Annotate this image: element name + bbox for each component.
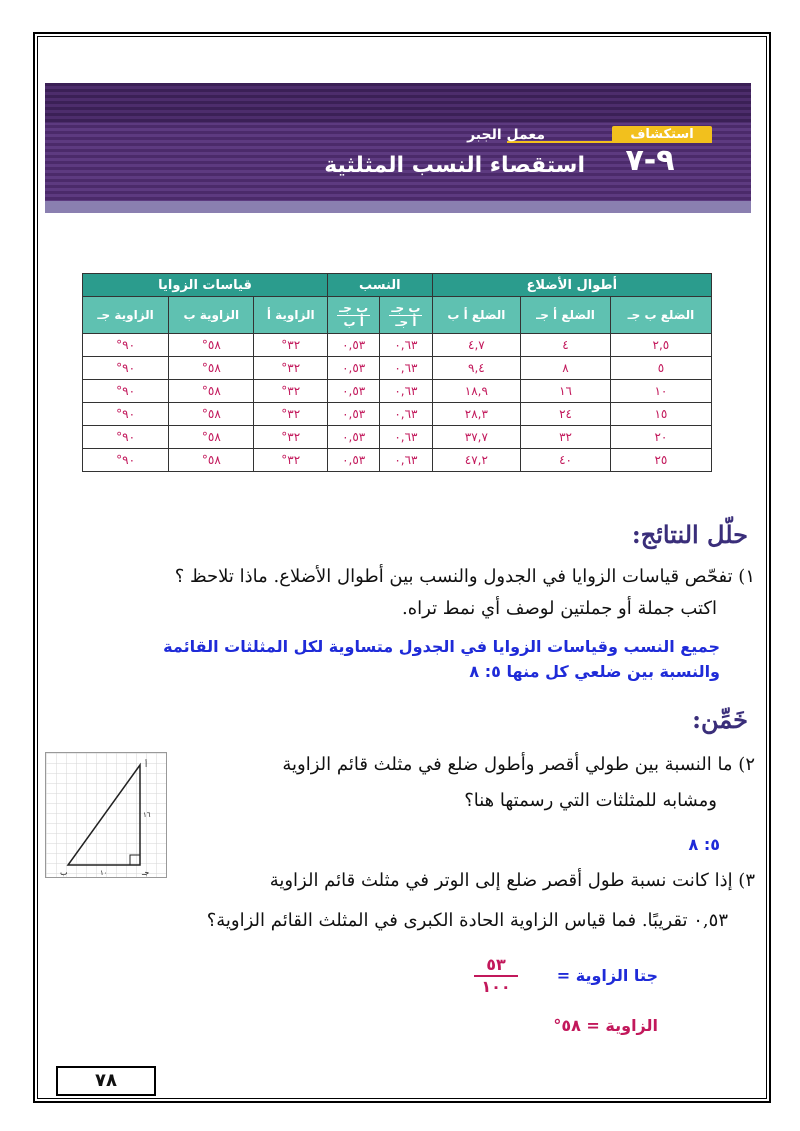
header-side-ab: الضلع أ ب bbox=[432, 297, 521, 334]
table-cell: ١٥ bbox=[610, 403, 711, 426]
table-row bbox=[83, 357, 712, 380]
table-cell: ٢٠ bbox=[610, 426, 711, 449]
group-header-sides: أطوال الأضلاع bbox=[432, 274, 711, 297]
table-cell: ٣٧,٧ bbox=[432, 426, 521, 449]
table-cell: ٢,٥ bbox=[610, 334, 711, 357]
table-cell: ٩٠° bbox=[83, 403, 169, 426]
lesson-title: استقصاء النسب المثلثية bbox=[324, 153, 585, 178]
table-cell: ٠,٦٣ bbox=[380, 380, 432, 403]
table-cell: ٠,٦٣ bbox=[380, 449, 432, 472]
triangle-diagram bbox=[46, 753, 166, 877]
table-cell: ٢٤ bbox=[521, 403, 611, 426]
ratio1-denominator: أ جـ bbox=[395, 314, 417, 329]
question-1-line-2: اكتب جملة أو جملتين لوصف أي نمط تراه. bbox=[401, 598, 717, 619]
lab-label: معمل الجبر bbox=[467, 127, 545, 143]
header-ratio-bc-ab bbox=[328, 297, 380, 334]
ratio2-denominator: أ ب bbox=[343, 314, 364, 329]
table-cell: ٥ bbox=[610, 357, 711, 380]
table-row bbox=[83, 334, 712, 357]
banner-bottom-strip bbox=[45, 201, 751, 213]
table-cell: ٠,٦٣ bbox=[380, 426, 432, 449]
table-cell: ٠,٥٣ bbox=[328, 426, 380, 449]
guess-heading: خَمِّن: bbox=[692, 705, 748, 734]
header-angle-b: الزاوية ب bbox=[169, 297, 254, 334]
table-cell: ٩٠° bbox=[83, 426, 169, 449]
answer-2: ٥: ٨ bbox=[688, 835, 720, 854]
header-side-bc: الضلع ب جـ bbox=[610, 297, 711, 334]
group-header-angles: قياسات الزوايا bbox=[83, 274, 328, 297]
answer-1-line-2: والنسبة بين ضلعي كل منها ٥: ٨ bbox=[469, 662, 720, 681]
group-header-ratios: النسب bbox=[328, 274, 433, 297]
table-cell: ٣٢ bbox=[521, 426, 611, 449]
table-cell: ٠,٥٣ bbox=[328, 380, 380, 403]
table-cell: ٤٧,٢ bbox=[432, 449, 521, 472]
answer-3-denominator: ١٠٠ bbox=[481, 977, 511, 996]
table-cell: ٥٨° bbox=[169, 380, 254, 403]
table-cell: ٠,٥٣ bbox=[328, 449, 380, 472]
question-2-line-1: ٢) ما النسبة بين طولي أقصر وأطول ضلع في مثلث قائم الزاوية bbox=[282, 754, 755, 775]
header-angle-c: الزاوية جـ bbox=[83, 297, 169, 334]
vertex-b-label: ب bbox=[60, 868, 68, 877]
ratios-table bbox=[82, 273, 712, 472]
table-row bbox=[83, 426, 712, 449]
table-cell: ٥٨° bbox=[169, 357, 254, 380]
table-row bbox=[83, 449, 712, 472]
table-row bbox=[83, 380, 712, 403]
side-vertical-label: ١٦ bbox=[143, 811, 151, 819]
question-2-line-2: ومشابه للمثلثات التي رسمتها هنا؟ bbox=[464, 790, 717, 811]
table-cell: ٣٢° bbox=[254, 426, 328, 449]
table-row bbox=[83, 403, 712, 426]
vertex-a-label: أ bbox=[145, 760, 148, 769]
table-cell: ٥٨° bbox=[169, 426, 254, 449]
analyze-heading: حلّل النتائج: bbox=[631, 520, 748, 549]
table-cell: ٠,٥٣ bbox=[328, 334, 380, 357]
answer-3-fraction bbox=[474, 955, 518, 996]
table-cell: ٤ bbox=[521, 334, 611, 357]
header-angle-a: الزاوية أ bbox=[254, 297, 328, 334]
header-side-ac: الضلع أ جـ bbox=[521, 297, 611, 334]
table-cell: ٢٨,٣ bbox=[432, 403, 521, 426]
ratio2-numerator: ب جـ bbox=[339, 300, 369, 315]
banner-top-band bbox=[45, 83, 751, 123]
table-cell: ٩٠° bbox=[83, 334, 169, 357]
table-cell: ٥٨° bbox=[169, 449, 254, 472]
vertex-c-label: جـ bbox=[142, 868, 150, 877]
table-cell: ٩٠° bbox=[83, 449, 169, 472]
question-1-line-1: ١) تفحّص قياسات الزوايا في الجدول والنسب بين أطوال الأضلاع. ماذا تلاحظ ؟ bbox=[174, 566, 755, 587]
table-cell: ٣٢° bbox=[254, 334, 328, 357]
table-cell: ٨ bbox=[521, 357, 611, 380]
explore-tag: استكشاف bbox=[612, 126, 712, 143]
table-cell: ٣٢° bbox=[254, 357, 328, 380]
table-cell: ٤٠ bbox=[521, 449, 611, 472]
table-cell: ٩,٤ bbox=[432, 357, 521, 380]
table-cell: ٣٢° bbox=[254, 403, 328, 426]
table-cell: ٣٢° bbox=[254, 380, 328, 403]
answer-3-label: جتا الزاوية = bbox=[556, 966, 658, 985]
lesson-banner bbox=[45, 83, 751, 213]
answer-1-line-1: جميع النسب وقياسات الزوايا في الجدول متساوية لكل المثلثات القائمة bbox=[163, 637, 720, 656]
table-cell: ٩٠° bbox=[83, 380, 169, 403]
table-cell: ٣٢° bbox=[254, 449, 328, 472]
table-cell: ٩٠° bbox=[83, 357, 169, 380]
table-cell: ١٠ bbox=[610, 380, 711, 403]
table-cell: ٥٨° bbox=[169, 403, 254, 426]
table-cell: ١٦ bbox=[521, 380, 611, 403]
table-cell: ٠,٥٣ bbox=[328, 403, 380, 426]
page-number: ٧٨ bbox=[56, 1066, 156, 1096]
table-cell: ٠,٦٣ bbox=[380, 357, 432, 380]
question-3-line-2: ٠,٥٣ تقريبًا. فما قياس الزاوية الحادة الكبرى في المثلث القائم الزاوية؟ bbox=[206, 910, 728, 931]
question-3-line-1: ٣) إذا كانت نسبة طول أقصر ضلع إلى الوتر في مثلث قائم الزاوية bbox=[269, 870, 755, 891]
header-ratio-bc-ac bbox=[380, 297, 432, 334]
table-cell: ٠,٦٣ bbox=[380, 334, 432, 357]
table-cell: ١٨,٩ bbox=[432, 380, 521, 403]
table-cell: ٢٥ bbox=[610, 449, 711, 472]
table-cell: ٥٨° bbox=[169, 334, 254, 357]
side-horizontal-label: ١٠ bbox=[100, 869, 108, 877]
ratio1-numerator: ب جـ bbox=[391, 300, 421, 315]
lesson-number: ٩-٧ bbox=[625, 143, 675, 178]
answer-3-result: الزاوية = ٥٨° bbox=[553, 1016, 658, 1035]
table-cell: ٠,٥٣ bbox=[328, 357, 380, 380]
answer-3-numerator: ٥٣ bbox=[474, 955, 518, 977]
triangle-figure bbox=[45, 752, 167, 878]
table-cell: ٠,٦٣ bbox=[380, 403, 432, 426]
table-cell: ٤,٧ bbox=[432, 334, 521, 357]
